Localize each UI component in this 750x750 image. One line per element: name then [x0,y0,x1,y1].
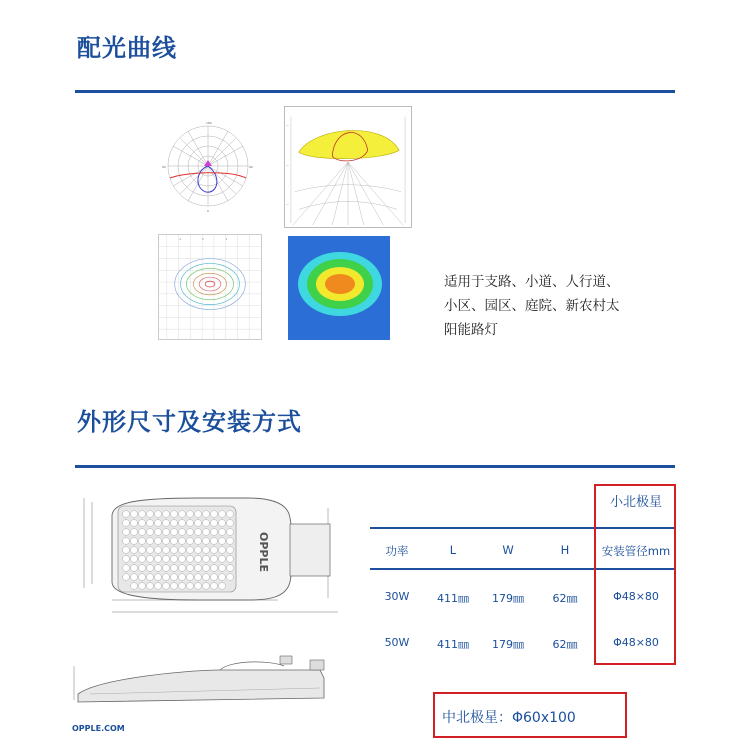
brand-logo: OPPLE [257,532,270,572]
table-cell: 411㎜ [437,638,469,651]
table-header: L [449,543,457,557]
svg-text:0: 0 [202,237,204,241]
highlight-label-medium-model: 中北极星：Φ60x100 [442,710,576,726]
table-cell: Φ48×80 [613,636,659,649]
svg-text:90: 90 [249,165,253,169]
svg-text:90: 90 [162,165,166,169]
highlight-box-small-model [594,484,676,665]
table-cell: 179㎜ [492,592,524,605]
table-cell: 62㎜ [552,638,578,651]
table-cell: 62㎜ [552,592,578,605]
polar-distribution-plot [160,108,260,218]
svg-text:—: — [286,163,289,168]
section-divider [75,465,675,468]
table-header: W [502,543,514,557]
lamp-top-view-drawing [78,488,340,626]
description-line: 小区、园区、庭院、新农村太 [444,298,620,314]
svg-text:-4: -4 [178,237,182,241]
section-title-light-distribution: 配光曲线 [77,34,177,62]
table-cell: 50W [384,636,410,649]
table-cell: 30W [384,590,410,603]
table-cell: 179㎜ [492,638,524,651]
table-header: 功率 [385,544,409,558]
description-line: 适用于支路、小道、人行道、 [444,274,620,290]
description-line: 阳能路灯 [444,322,498,338]
section-divider [75,90,675,93]
svg-text:4: 4 [225,237,228,241]
table-header: H [560,543,570,557]
svg-text:—: — [286,123,289,128]
table-header: 安装管径mm [601,544,671,558]
cartesian-distribution-plot [284,106,412,228]
table-cell: 411㎜ [437,592,469,605]
highlight-label-small-model: 小北极星 [609,495,662,510]
isolux-contour-plot [158,234,262,340]
svg-text:—: — [286,202,289,207]
svg-text:0: 0 [207,209,209,213]
illuminance-heatmap [288,236,390,340]
table-cell: Φ48×80 [613,590,659,603]
application-description [444,270,654,342]
brand-url: OPPLE.COM [72,724,125,733]
section-title-dimensions-installation: 外形尺寸及安装方式 [77,408,302,436]
lamp-side-view-drawing [70,648,332,708]
svg-text:180: 180 [206,121,212,125]
